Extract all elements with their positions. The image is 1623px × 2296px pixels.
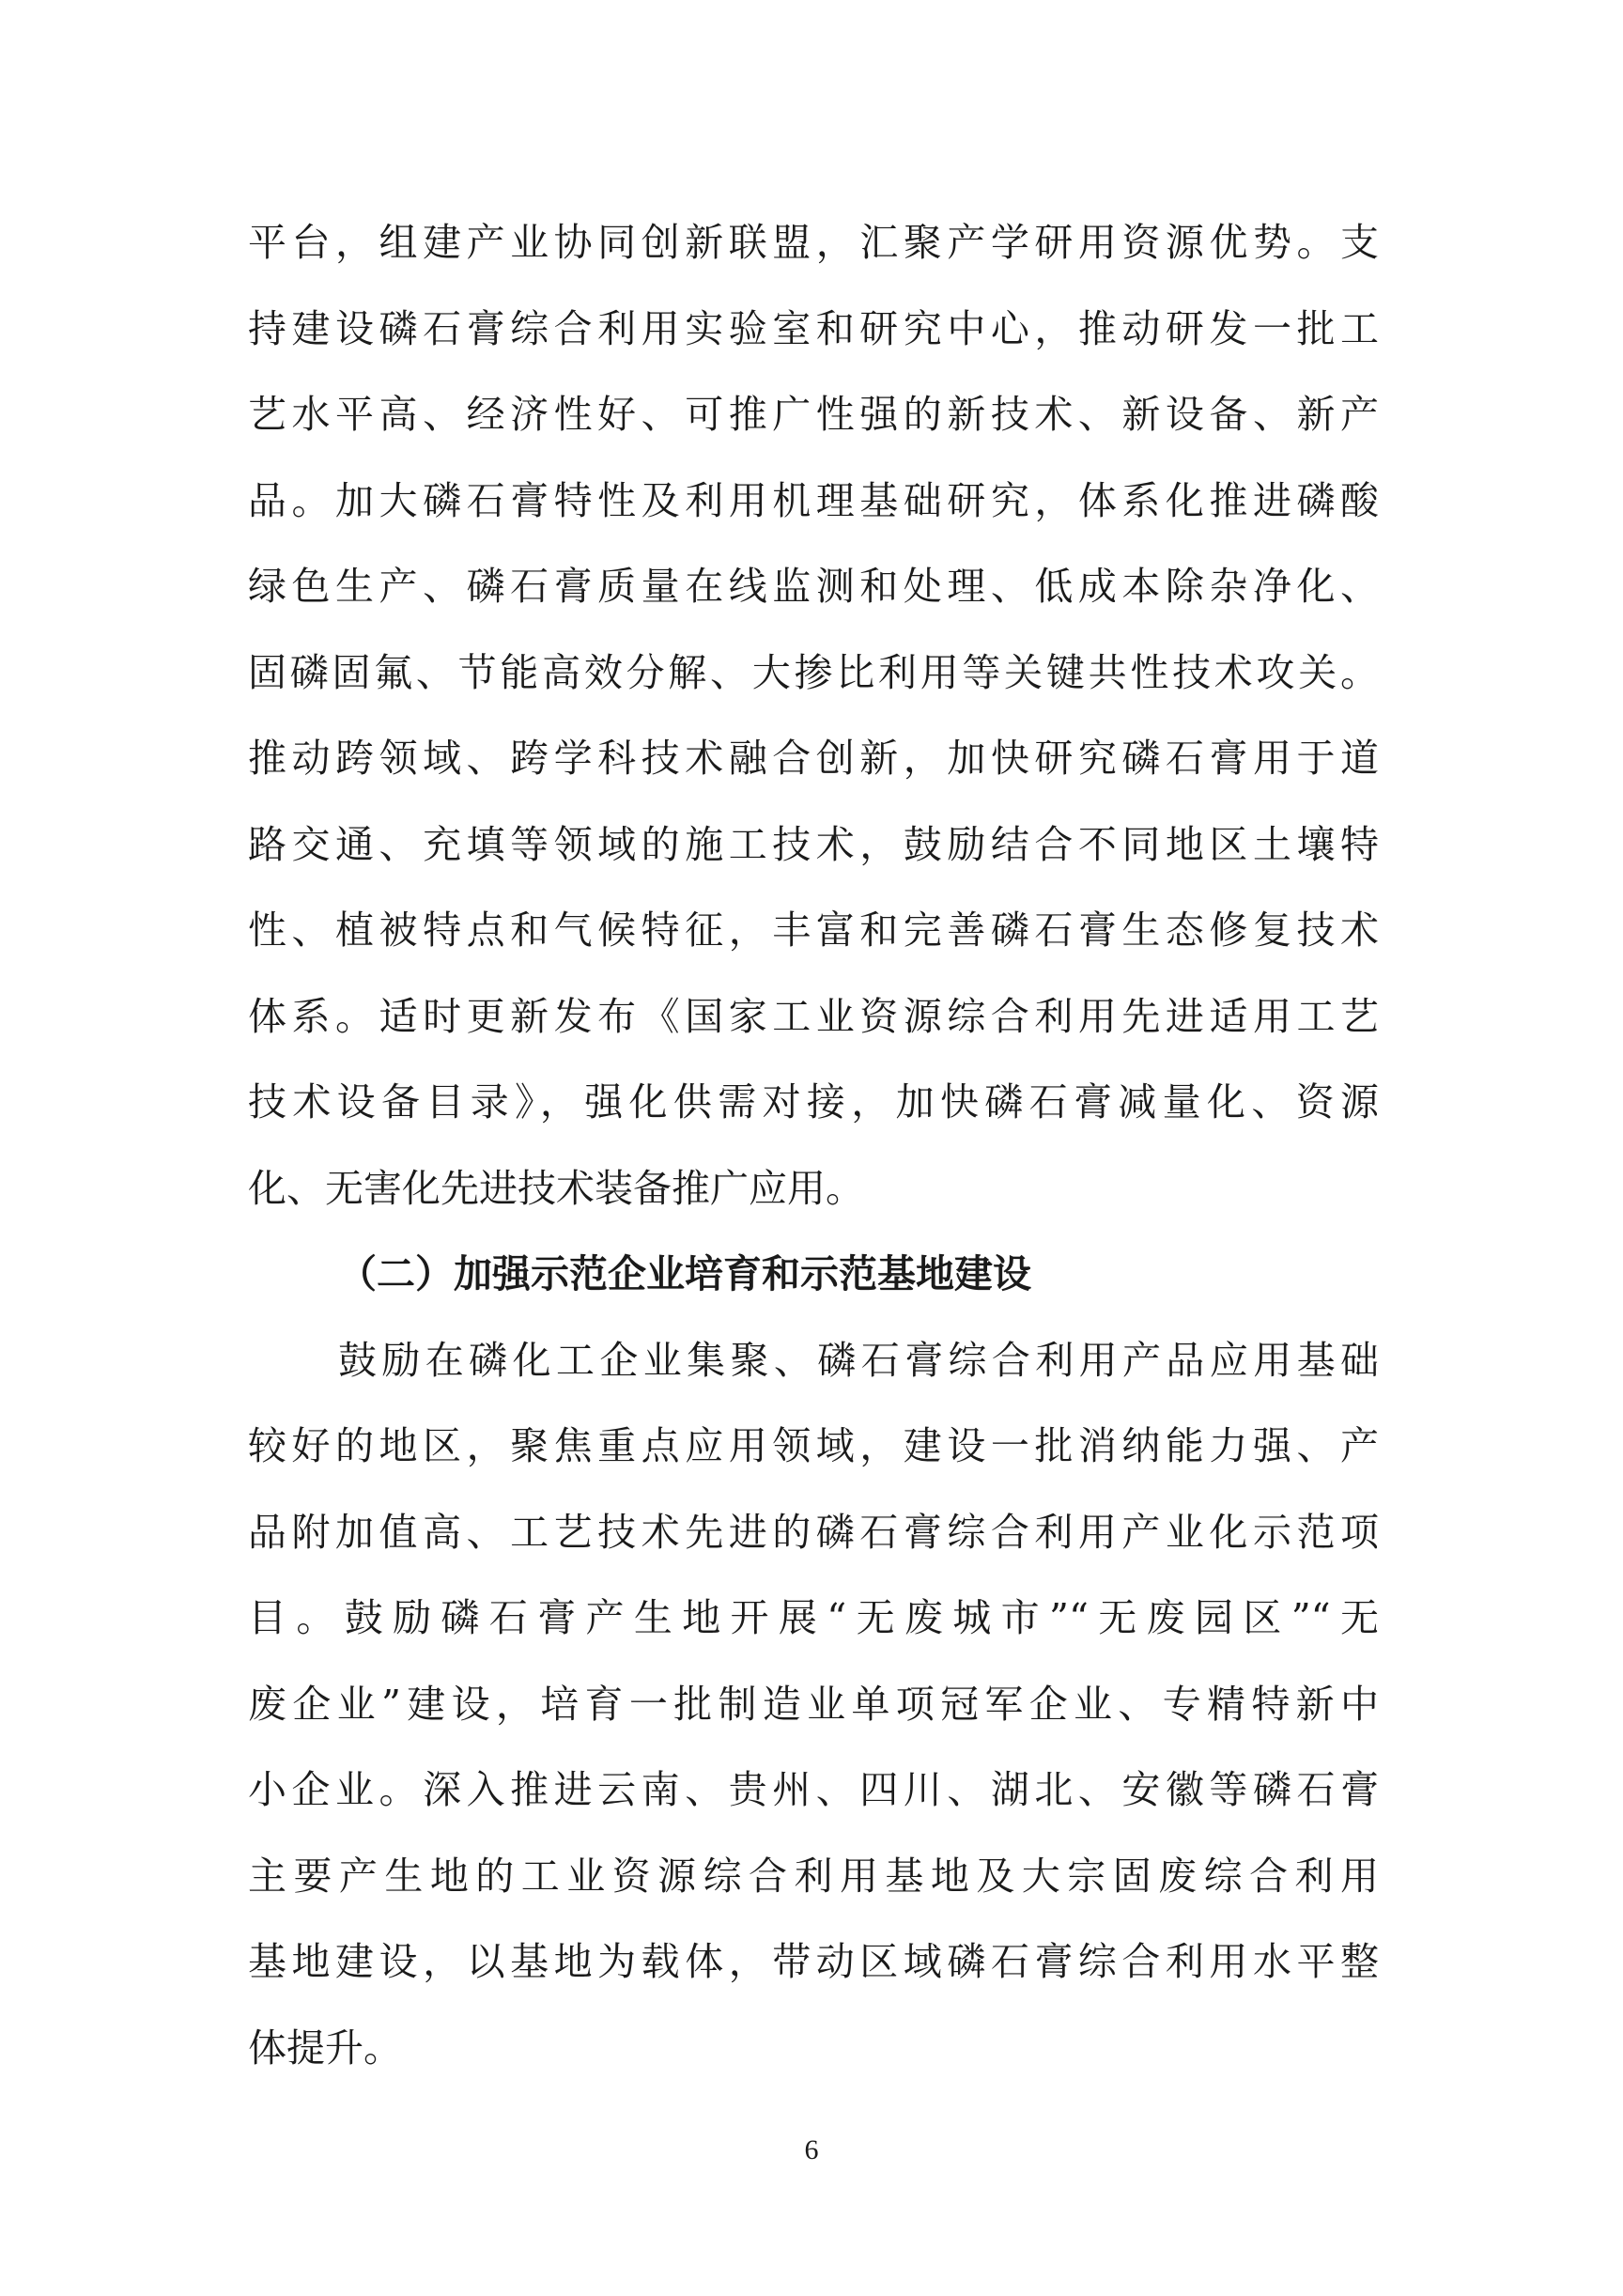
paragraph-line: 体提升。 [248, 2025, 402, 2071]
paragraph-line: 废企业”建设，培育一批制造业单项冠军企业、专精特新中 [248, 1681, 1379, 1727]
paragraph-line: 固磷固氟、节能高效分解、大掺比利用等关键共性技术攻关。 [248, 649, 1379, 695]
paragraph-line: 路交通、充填等领域的施工技术，鼓励结合不同地区土壤特 [248, 821, 1379, 867]
paragraph-line: 平台，组建产业协同创新联盟，汇聚产学研用资源优势。支 [248, 220, 1379, 265]
paragraph-line: 小企业。深入推进云南、贵州、四川、湖北、安徽等磷石膏 [248, 1767, 1379, 1812]
paragraph-line: 品。加大磷石膏特性及利用机理基础研究，体系化推进磷酸 [248, 477, 1379, 523]
paragraph-line: 目。鼓励磷石膏产生地开展“无废城市”“无废园区”“无 [248, 1595, 1379, 1640]
paragraph-line: 性、植被特点和气候特征，丰富和完善磷石膏生态修复技术 [248, 908, 1379, 953]
paragraph-line: 艺水平高、经济性好、可推广性强的新技术、新设备、新产 [248, 392, 1379, 437]
page-number: 6 [804, 2134, 819, 2165]
paragraph-line: 化、无害化先进技术装备推广应用。 [248, 1165, 864, 1211]
paragraph-line: 绿色生产、磷石膏质量在线监测和处理、低成本除杂净化、 [248, 564, 1379, 609]
paragraph-line: 鼓励在磷化工企业集聚、磷石膏综合利用产品应用基础 [338, 1337, 1379, 1383]
paragraph-line: 品附加值高、工艺技术先进的磷石膏综合利用产业化示范项 [248, 1509, 1379, 1555]
paragraph-line: 体系。适时更新发布《国家工业资源综合利用先进适用工艺 [248, 993, 1379, 1039]
paragraph-line: 持建设磷石膏综合利用实验室和研究中心，推动研发一批工 [248, 305, 1379, 351]
section-one-body [248, 200, 1379, 2091]
section-heading: （二）加强示范企业培育和示范基地建设 [338, 1251, 1031, 1296]
paragraph-line: 较好的地区，聚焦重点应用领域，建设一批消纳能力强、产 [248, 1423, 1379, 1468]
paragraph-line: 基地建设，以基地为载体，带动区域磷石膏综合利用水平整 [248, 1939, 1379, 1984]
paragraph-line: 技术设备目录》，强化供需对接，加快磷石膏减量化、资源 [248, 1079, 1379, 1125]
paragraph-line: 推动跨领域、跨学科技术融合创新，加快研究磷石膏用于道 [248, 736, 1379, 781]
paragraph-line: 主要产生地的工业资源综合利用基地及大宗固废综合利用 [248, 1853, 1379, 1899]
